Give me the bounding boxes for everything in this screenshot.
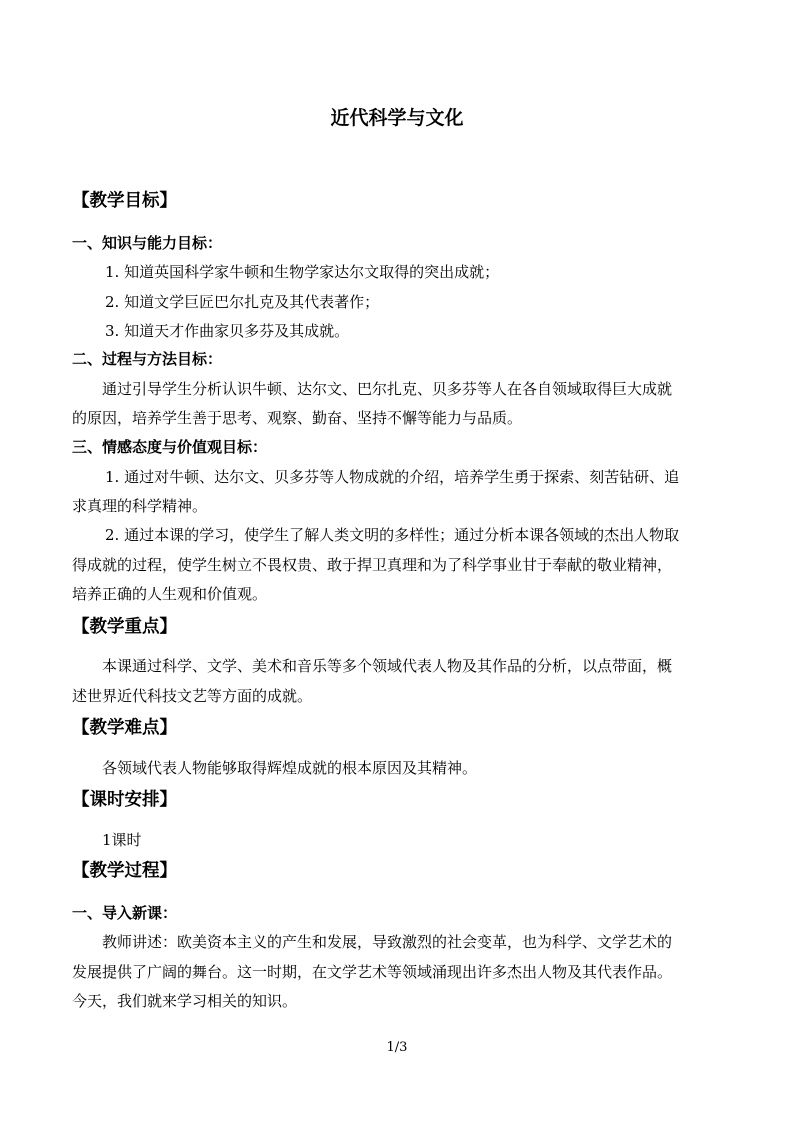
intro-paragraph-line: 发展提供了广阔的舞台。这一时期，在文学艺术等领域涌现出许多杰出人物及其代表作品。 — [72, 963, 673, 981]
key-points-heading: 【教学重点】 — [72, 617, 177, 637]
knowledge-item: 2. 知道文学巨匠巴尔扎克及其代表著作； — [105, 293, 380, 311]
process-heading: 二、过程与方法目标： — [72, 350, 223, 368]
emotion-paragraph-line: 得成就的过程，使学生树立不畏权贵、敢于捍卫真理和为了科学事业甘于奉献的敬业精神， — [72, 556, 673, 574]
emotion-paragraph-line: 求真理的科学精神。 — [72, 497, 208, 515]
process-paragraph-line: 的原因，培养学生善于思考、观察、勤奋、坚持不懈等能力与品质。 — [72, 409, 523, 427]
page-number: 1/3 — [386, 1040, 408, 1055]
intro-heading: 一、导入新课： — [72, 904, 178, 922]
procedure-heading: 【教学过程】 — [72, 861, 177, 881]
knowledge-heading: 一、知识与能力目标： — [72, 234, 223, 252]
emotion-paragraph-line: 2. 通过本课的学习，使学生了解人类文明的多样性；通过分析本课各领域的杰出人物取 — [105, 526, 680, 544]
emotion-paragraph-line: 培养正确的人生观和价值观。 — [72, 585, 268, 603]
difficulty-line: 各领域代表人物能够取得辉煌成就的根本原因及其精神。 — [102, 759, 478, 777]
process-paragraph-line: 通过引导学生分析认识牛顿、达尔文、巴尔扎克、贝多芬等人在各自领域取得巨大成就 — [102, 380, 673, 398]
intro-paragraph-line: 今天，我们就来学习相关的知识。 — [72, 992, 298, 1010]
schedule-line: 1课时 — [102, 831, 142, 849]
knowledge-item: 1. 知道英国科学家牛顿和生物学家达尔文取得的突出成就； — [105, 263, 500, 281]
emotion-heading: 三、情感态度与价值观目标： — [72, 438, 268, 456]
objectives-heading: 【教学目标】 — [72, 191, 177, 211]
schedule-heading: 【课时安排】 — [72, 790, 177, 810]
difficulty-heading: 【教学难点】 — [72, 718, 177, 738]
page-title: 近代科学与文化 — [330, 107, 464, 129]
emotion-paragraph-line: 1. 通过对牛顿、达尔文、贝多芬等人物成就的介绍，培养学生勇于探索、刻苦钻研、追 — [105, 468, 680, 486]
intro-paragraph-line: 教师讲述：欧美资本主义的产生和发展，导致激烈的社会变革，也为科学、文学艺术的 — [102, 933, 673, 951]
knowledge-item: 3. 知道天才作曲家贝多芬及其成就。 — [105, 322, 350, 340]
key-points-line: 述世界近代科技文艺等方面的成就。 — [72, 687, 313, 705]
key-points-line: 本课通过科学、文学、美术和音乐等多个领域代表人物及其作品的分析，以点带面，概 — [102, 657, 673, 675]
